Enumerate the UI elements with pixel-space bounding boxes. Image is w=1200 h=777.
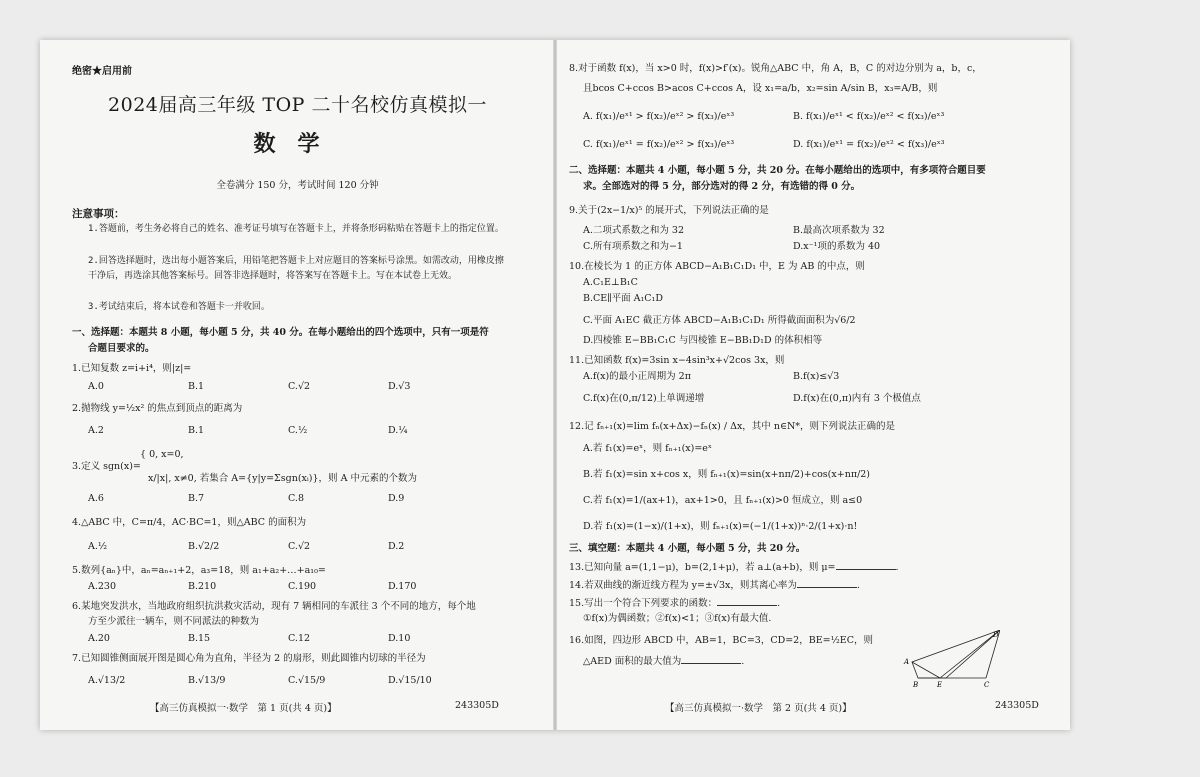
q3-option-c: C.8 — [288, 493, 304, 504]
q11-option-a: A.f(x)的最小正周期为 2π — [583, 371, 691, 382]
question-16-cont: △AED 面积的最大值为 . — [583, 656, 745, 667]
q10-option-a: A.C₁E⊥B₁C — [583, 277, 638, 288]
section-2-heading: 二、选择题：本题共 4 小题，每小题 5 分，共 20 分。在每小题给出的选项中，有多项符合题目要 — [569, 165, 986, 176]
question-10: 10.在棱长为 1 的正方体 ABCD−A₁B₁C₁D₁ 中，E 为 AB 的中点，则 — [569, 261, 865, 272]
q6-option-a: A.20 — [88, 633, 110, 644]
question-14: 14.若双曲线的渐近线方程为 y=±√3x，则其离心率为 . — [569, 580, 860, 591]
q3-option-a: A.6 — [88, 493, 104, 504]
q2-option-d: D.¼ — [388, 425, 408, 436]
section-2-heading-cont: 求。全部选对的得 5 分，部分选对的得 2 分，有选错的得 0 分。 — [583, 181, 861, 192]
q7-option-b: B.√13/9 — [188, 675, 226, 686]
point-label-a: A — [904, 658, 910, 666]
question-15-conditions: ①f(x)为偶函数；②f(x)<1；③f(x)有最大值. — [583, 613, 772, 624]
question-7: 7.已知圆锥侧面展开图是圆心角为直角，半径为 2 的扇形，则此圆锥内切球的半径为 — [72, 653, 426, 664]
q9-option-b: B.最高次项系数为 32 — [793, 225, 885, 236]
q14-answer-blank — [797, 578, 857, 588]
q8-option-c: C. f(x₁)/eˣ¹ = f(x₂)/eˣ² > f(x₃)/eˣ³ — [583, 139, 735, 150]
question-13: 13.已知向量 a=(1,1−μ)，b=(2,1+μ)，若 a⊥(a+b)，则 μ= . — [569, 562, 899, 573]
page-1-footer: 【高三仿真模拟一·数学 第 1 页(共 4 页)】 — [150, 703, 337, 714]
subject-title: 数学 — [253, 131, 342, 157]
quadrilateral-diagram — [900, 630, 1000, 688]
question-1: 1.已知复数 z=i+i⁴，则|z|= — [72, 363, 192, 374]
q7-option-d: D.√15/10 — [388, 675, 432, 686]
page-1-code: 243305D — [455, 700, 499, 711]
q1-option-a: A.0 — [88, 381, 104, 392]
question-5: 5.数列{aₙ}中，aₙ=aₙ₊₁+2，a₃=18，则 a₁+a₂+…+a₁₀= — [72, 565, 326, 576]
question-8-cont: 且bcos C+ccos B>acos C+ccos A，设 x₁=a/b，x₂=sin A/sin B，x₃=A/B，则 — [583, 83, 938, 94]
q8-option-a: A. f(x₁)/eˣ¹ > f(x₂)/eˣ² > f(x₃)/eˣ³ — [583, 111, 735, 122]
q9-option-d: D.x⁻¹项的系数为 40 — [793, 241, 881, 252]
note-2: 2.回答选择题时，选出每小题答案后，用铅笔把答题卡上对应题目的答案标号涂黑。如需改动，用橡皮擦干净后，再选涂其他答案标号。回答非选择题时，将答案写在答题卡上。写在本试卷上无效。 — [88, 256, 504, 281]
page-1 — [40, 40, 555, 730]
question-3-case-1: { 0, x=0, — [140, 449, 184, 460]
q9-option-a: A.二项式系数之和为 32 — [583, 225, 684, 236]
q1-option-b: B.1 — [188, 381, 205, 392]
question-6: 6.某地突发洪水，当地政府组织抗洪救灾活动，现有 7 辆相同的车派往 3 个不同的地方，每个地 — [72, 601, 476, 612]
q2-option-b: B.1 — [188, 425, 205, 436]
question-4: 4.△ABC 中，C=π/4，AC·BC=1，则△ABC 的面积为 — [72, 517, 307, 528]
q10-option-d: D.四棱锥 E−BB₁C₁C 与四棱锥 E−BB₁D₁D 的体积相等 — [583, 335, 823, 346]
q12-option-b: B.若 f₁(x)=sin x+cos x，则 fₙ₊₁(x)=sin(x+nπ/2)+cos(x+nπ/2) — [583, 469, 871, 480]
q12-option-a: A.若 f₁(x)=eˣ，则 fₙ₊₁(x)=eˣ — [583, 443, 712, 454]
q4-option-b: B.√2/2 — [188, 541, 220, 552]
question-6-cont: 方至少派往一辆车，则不同派法的种数为 — [88, 616, 260, 627]
q7-option-c: C.√15/9 — [288, 675, 326, 686]
note-3: 3.考试结束后，将本试卷和答题卡一并收回。 — [88, 302, 270, 312]
section-1-heading-cont: 合题目要求的。 — [88, 343, 155, 354]
q10-option-c: C.平面 A₁EC 截正方体 ABCD−A₁B₁C₁D₁ 所得截面面积为√6/2 — [583, 315, 856, 326]
q3-option-b: B.7 — [188, 493, 205, 504]
exam-title: 2024届高三年级 TOP 二十名校仿真模拟一 — [108, 94, 487, 116]
q5-option-c: C.190 — [288, 581, 317, 592]
question-3: 3.定义 sgn(x)= — [72, 461, 141, 472]
notes-title: 注意事项： — [72, 208, 125, 220]
question-13-text: 13.已知向量 a=(1,1−μ)，b=(2,1+μ)，若 a⊥(a+b)，则 μ= — [569, 562, 836, 573]
q1-option-d: D.√3 — [388, 381, 411, 392]
q6-option-d: D.10 — [388, 633, 411, 644]
q5-option-a: A.230 — [88, 581, 117, 592]
section-3-heading: 三、填空题：本题共 4 小题，每小题 5 分，共 20 分。 — [569, 543, 806, 554]
question-9: 9.关于(2x−1/x)⁵ 的展开式，下列说法正确的是 — [569, 205, 769, 216]
exam-sheet — [40, 40, 1070, 730]
point-label-e: E — [937, 681, 943, 688]
q1-option-c: C.√2 — [288, 381, 311, 392]
q4-option-c: C.√2 — [288, 541, 311, 552]
point-label-d: D — [993, 631, 999, 639]
q7-option-a: A.√13/2 — [88, 675, 126, 686]
q11-option-d: D.f(x)在(0,π)内有 3 个极值点 — [793, 393, 921, 404]
q4-option-d: D.2 — [388, 541, 405, 552]
q12-option-d: D.若 f₁(x)=(1−x)/(1+x)，则 fₙ₊₁(x)=(−1/(1+x))ⁿ·2/(1+x)·n! — [583, 521, 858, 532]
q6-option-c: C.12 — [288, 633, 311, 644]
score-info: 全卷满分 150 分，考试时间 120 分钟 — [216, 180, 379, 191]
q5-option-b: B.210 — [188, 581, 217, 592]
question-8: 8.对于函数 f(x)，当 x>0 时，f(x)>f′(x)。锐角△ABC 中，角 A，B，C 的对边分别为 a，b，c， — [569, 63, 982, 74]
q6-option-b: B.15 — [188, 633, 211, 644]
q4-option-a: A.½ — [88, 541, 108, 552]
page-2-footer: 【高三仿真模拟一·数学 第 2 页(共 4 页)】 — [665, 703, 852, 714]
q5-option-d: D.170 — [388, 581, 417, 592]
q16-answer-blank — [681, 654, 741, 664]
section-1-heading: 一、选择题：本题共 8 小题，每小题 5 分，共 40 分。在每小题给出的四个选项中，只有一项是符 — [72, 327, 489, 338]
q8-option-b: B. f(x₁)/eˣ¹ < f(x₂)/eˣ² < f(x₃)/eˣ³ — [793, 111, 945, 122]
q15-answer-blank — [717, 596, 777, 606]
q8-option-d: D. f(x₁)/eˣ¹ = f(x₂)/eˣ² < f(x₃)/eˣ³ — [793, 139, 945, 150]
q2-option-a: A.2 — [88, 425, 104, 436]
q10-option-b: B.CE∥平面 A₁C₁D — [583, 293, 663, 304]
q12-option-c: C.若 f₁(x)=1/(ax+1)，ax+1>0，且 fₙ₊₁(x)>0 恒成立，则 a≤0 — [583, 495, 863, 506]
point-label-c: C — [984, 681, 990, 688]
q2-option-c: C.½ — [288, 425, 308, 436]
point-label-b: B — [913, 681, 919, 688]
q13-answer-blank — [836, 560, 896, 570]
q3-option-d: D.9 — [388, 493, 405, 504]
question-15-text: 15.写出一个符合下列要求的函数： — [569, 598, 718, 609]
question-2: 2.抛物线 y=½x² 的焦点到顶点的距离为 — [72, 403, 243, 414]
q11-option-b: B.f(x)≤√3 — [793, 371, 840, 382]
segment-ed — [940, 630, 1000, 678]
question-16-cont-text: △AED 面积的最大值为 — [583, 656, 682, 667]
page-2-code: 243305D — [995, 700, 1039, 711]
question-3-case-2: x/|x|, x≠0, 若集合 A={y|y=Σsgn(xᵢ)}，则 A 中元素的个数为 — [148, 473, 417, 484]
q11-option-c: C.f(x)在(0,π/12)上单调递增 — [583, 393, 705, 404]
question-15: 15.写出一个符合下列要求的函数： . — [569, 598, 781, 609]
question-11: 11.已知函数 f(x)=3sin x−4sin³x+√2cos 3x，则 — [569, 355, 785, 366]
quadrilateral-outline — [912, 630, 1000, 678]
q9-option-c: C.所有项系数之和为−1 — [583, 241, 683, 252]
question-16: 16.如图，四边形 ABCD 中，AB=1，BC=3，CD=2，BE=½EC，则 — [569, 635, 874, 646]
page-2 — [555, 40, 1070, 730]
question-12: 12.记 fₙ₊₁(x)=lim fₙ(x+Δx)−fₙ(x) / Δx，其中 n∈N*，则下列说法正确的是 — [569, 421, 896, 432]
segment-ae — [912, 662, 940, 678]
secret-label: 绝密★启用前 — [72, 66, 132, 77]
question-14-text: 14.若双曲线的渐近线方程为 y=±√3x，则其离心率为 — [569, 580, 797, 591]
note-1: 1.答题前，考生务必将自己的姓名、准考证号填写在答题卡上，并将条形码粘贴在答题卡上的指定位置。 — [88, 224, 504, 234]
